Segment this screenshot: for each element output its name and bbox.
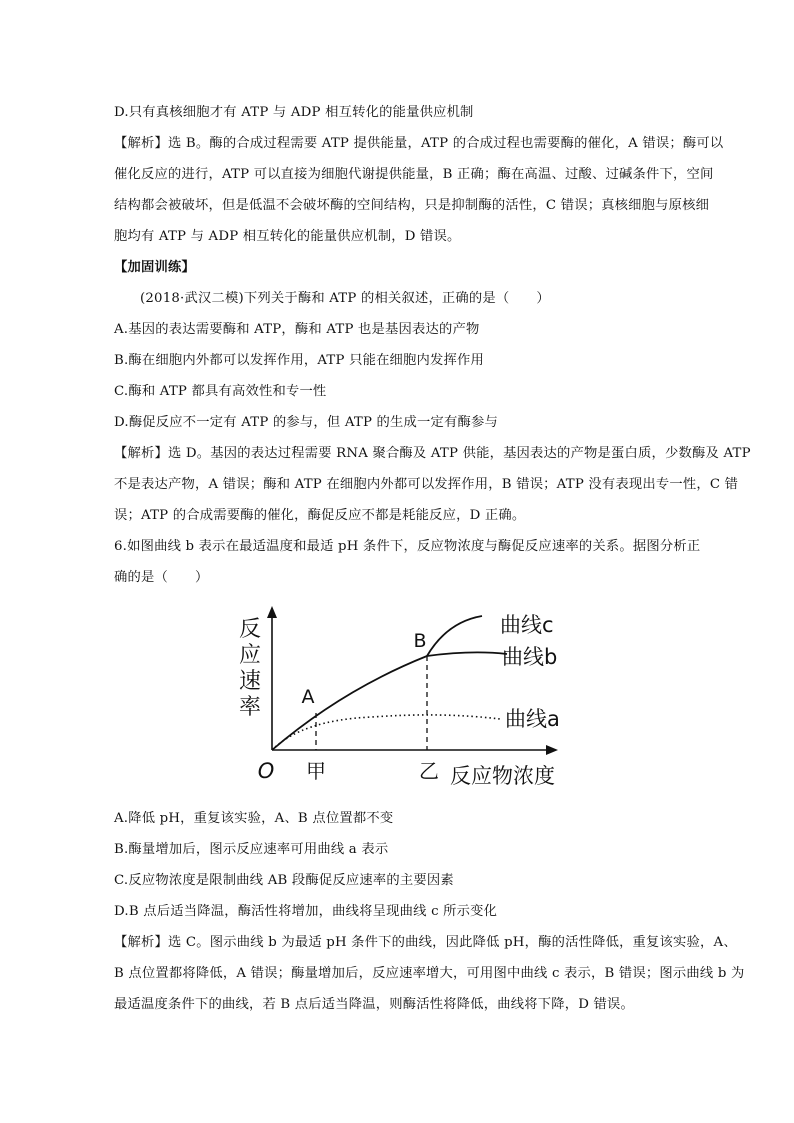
analysis-line: B 点位置都将降低，A 错误；酶量增加后，反应速率增大，可用图中曲线 c 表示，B 错误；图示曲线 b 为 bbox=[114, 966, 745, 981]
y-label-char: 率 bbox=[238, 695, 262, 720]
analysis-line: 不是表达产物，A 错误；酶和 ATP 在细胞内外都可以发挥作用，B 错误；ATP 没有表现出专一性，C 错 bbox=[114, 477, 739, 492]
question-stem: 确的是（ ） bbox=[114, 570, 209, 585]
analysis-line: 结构都会被破坏，但是低温不会破坏酶的空间结构，只是抑制酶的活性，C 错误；真核细胞与原核细 bbox=[114, 198, 710, 213]
chart-svg bbox=[232, 600, 592, 800]
x-axis-label: 反应物浓度 bbox=[450, 764, 555, 788]
option-d-prev: D.只有真核细胞才有 ATP 与 ADP 相互转化的能量供应机制 bbox=[114, 105, 474, 120]
question-stem: 6.如图曲线 b 表示在最适温度和最适 pH 条件下，反应物浓度与酶促反应速率的关系。据图分析正 bbox=[114, 539, 701, 554]
x-axis-arrow bbox=[546, 745, 558, 755]
y-label-char: 速 bbox=[238, 669, 262, 694]
x-tick-yi: 乙 bbox=[419, 759, 439, 783]
analysis-line: 误；ATP 的合成需要酶的催化，酶促反应不都是耗能反应，D 正确。 bbox=[114, 508, 526, 523]
curve-a bbox=[272, 715, 500, 750]
enzyme-rate-chart bbox=[232, 600, 592, 800]
section-heading: 【加固训练】 bbox=[114, 260, 195, 275]
curve-b-label: 曲线b bbox=[502, 645, 558, 669]
analysis-line: 【解析】选 C。图示曲线 b 为最适 pH 条件下的曲线，因此降低 pH，酶的活性降低，重复该实验，A、 bbox=[114, 935, 737, 950]
question-stem: (2018·武汉二模)下列关于酶和 ATP 的相关叙述，正确的是（ ） bbox=[140, 291, 550, 306]
option-a: A.降低 pH，重复该实验，A、B 点位置都不变 bbox=[114, 811, 394, 826]
option-c: C.酶和 ATP 都具有高效性和专一性 bbox=[114, 384, 327, 399]
curve-c bbox=[427, 616, 482, 656]
curve-a-label: 曲线a bbox=[505, 707, 560, 731]
point-b-label: B bbox=[413, 630, 427, 652]
option-d: D.B 点后适当降温，酶活性将增加，曲线将呈现曲线 c 所示变化 bbox=[114, 904, 498, 919]
y-label-char: 反 bbox=[238, 617, 262, 642]
y-axis-arrow bbox=[267, 606, 277, 618]
origin-label: O bbox=[257, 759, 275, 783]
analysis-line: 催化反应的进行，ATP 可以直接为细胞代谢提供能量，B 正确；酶在高温、过酸、过碱条件下，空间 bbox=[114, 167, 714, 182]
analysis-line: 最适温度条件下的曲线，若 B 点后适当降温，则酶活性将降低，曲线将下降，D 错误。 bbox=[114, 997, 634, 1012]
point-a-label: A bbox=[301, 686, 315, 708]
option-c: C.反应物浓度是限制曲线 AB 段酶促反应速率的主要因素 bbox=[114, 873, 454, 888]
option-a: A.基因的表达需要酶和 ATP，酶和 ATP 也是基因表达的产物 bbox=[114, 322, 480, 337]
y-label-char: 应 bbox=[238, 643, 262, 668]
analysis-line: 【解析】选 D。基因的表达过程需要 RNA 聚合酶及 ATP 供能，基因表达的产物是蛋白质，少数酶及 ATP bbox=[114, 446, 751, 461]
analysis-line: 【解析】选 B。酶的合成过程需要 ATP 提供能量，ATP 的合成过程也需要酶的催化，A 错误；酶可以 bbox=[114, 136, 724, 151]
analysis-line: 胞均有 ATP 与 ADP 相互转化的能量供应机制，D 错误。 bbox=[114, 229, 461, 244]
curve-c-label: 曲线c bbox=[500, 613, 554, 637]
option-b: B.酶量增加后，图示反应速率可用曲线 a 表示 bbox=[114, 842, 389, 857]
option-d: D.酶促反应不一定有 ATP 的参与，但 ATP 的生成一定有酶参与 bbox=[114, 415, 499, 430]
x-tick-jia: 甲 bbox=[306, 759, 326, 783]
option-b: B.酶在细胞内外都可以发挥作用，ATP 只能在细胞内发挥作用 bbox=[114, 353, 485, 368]
